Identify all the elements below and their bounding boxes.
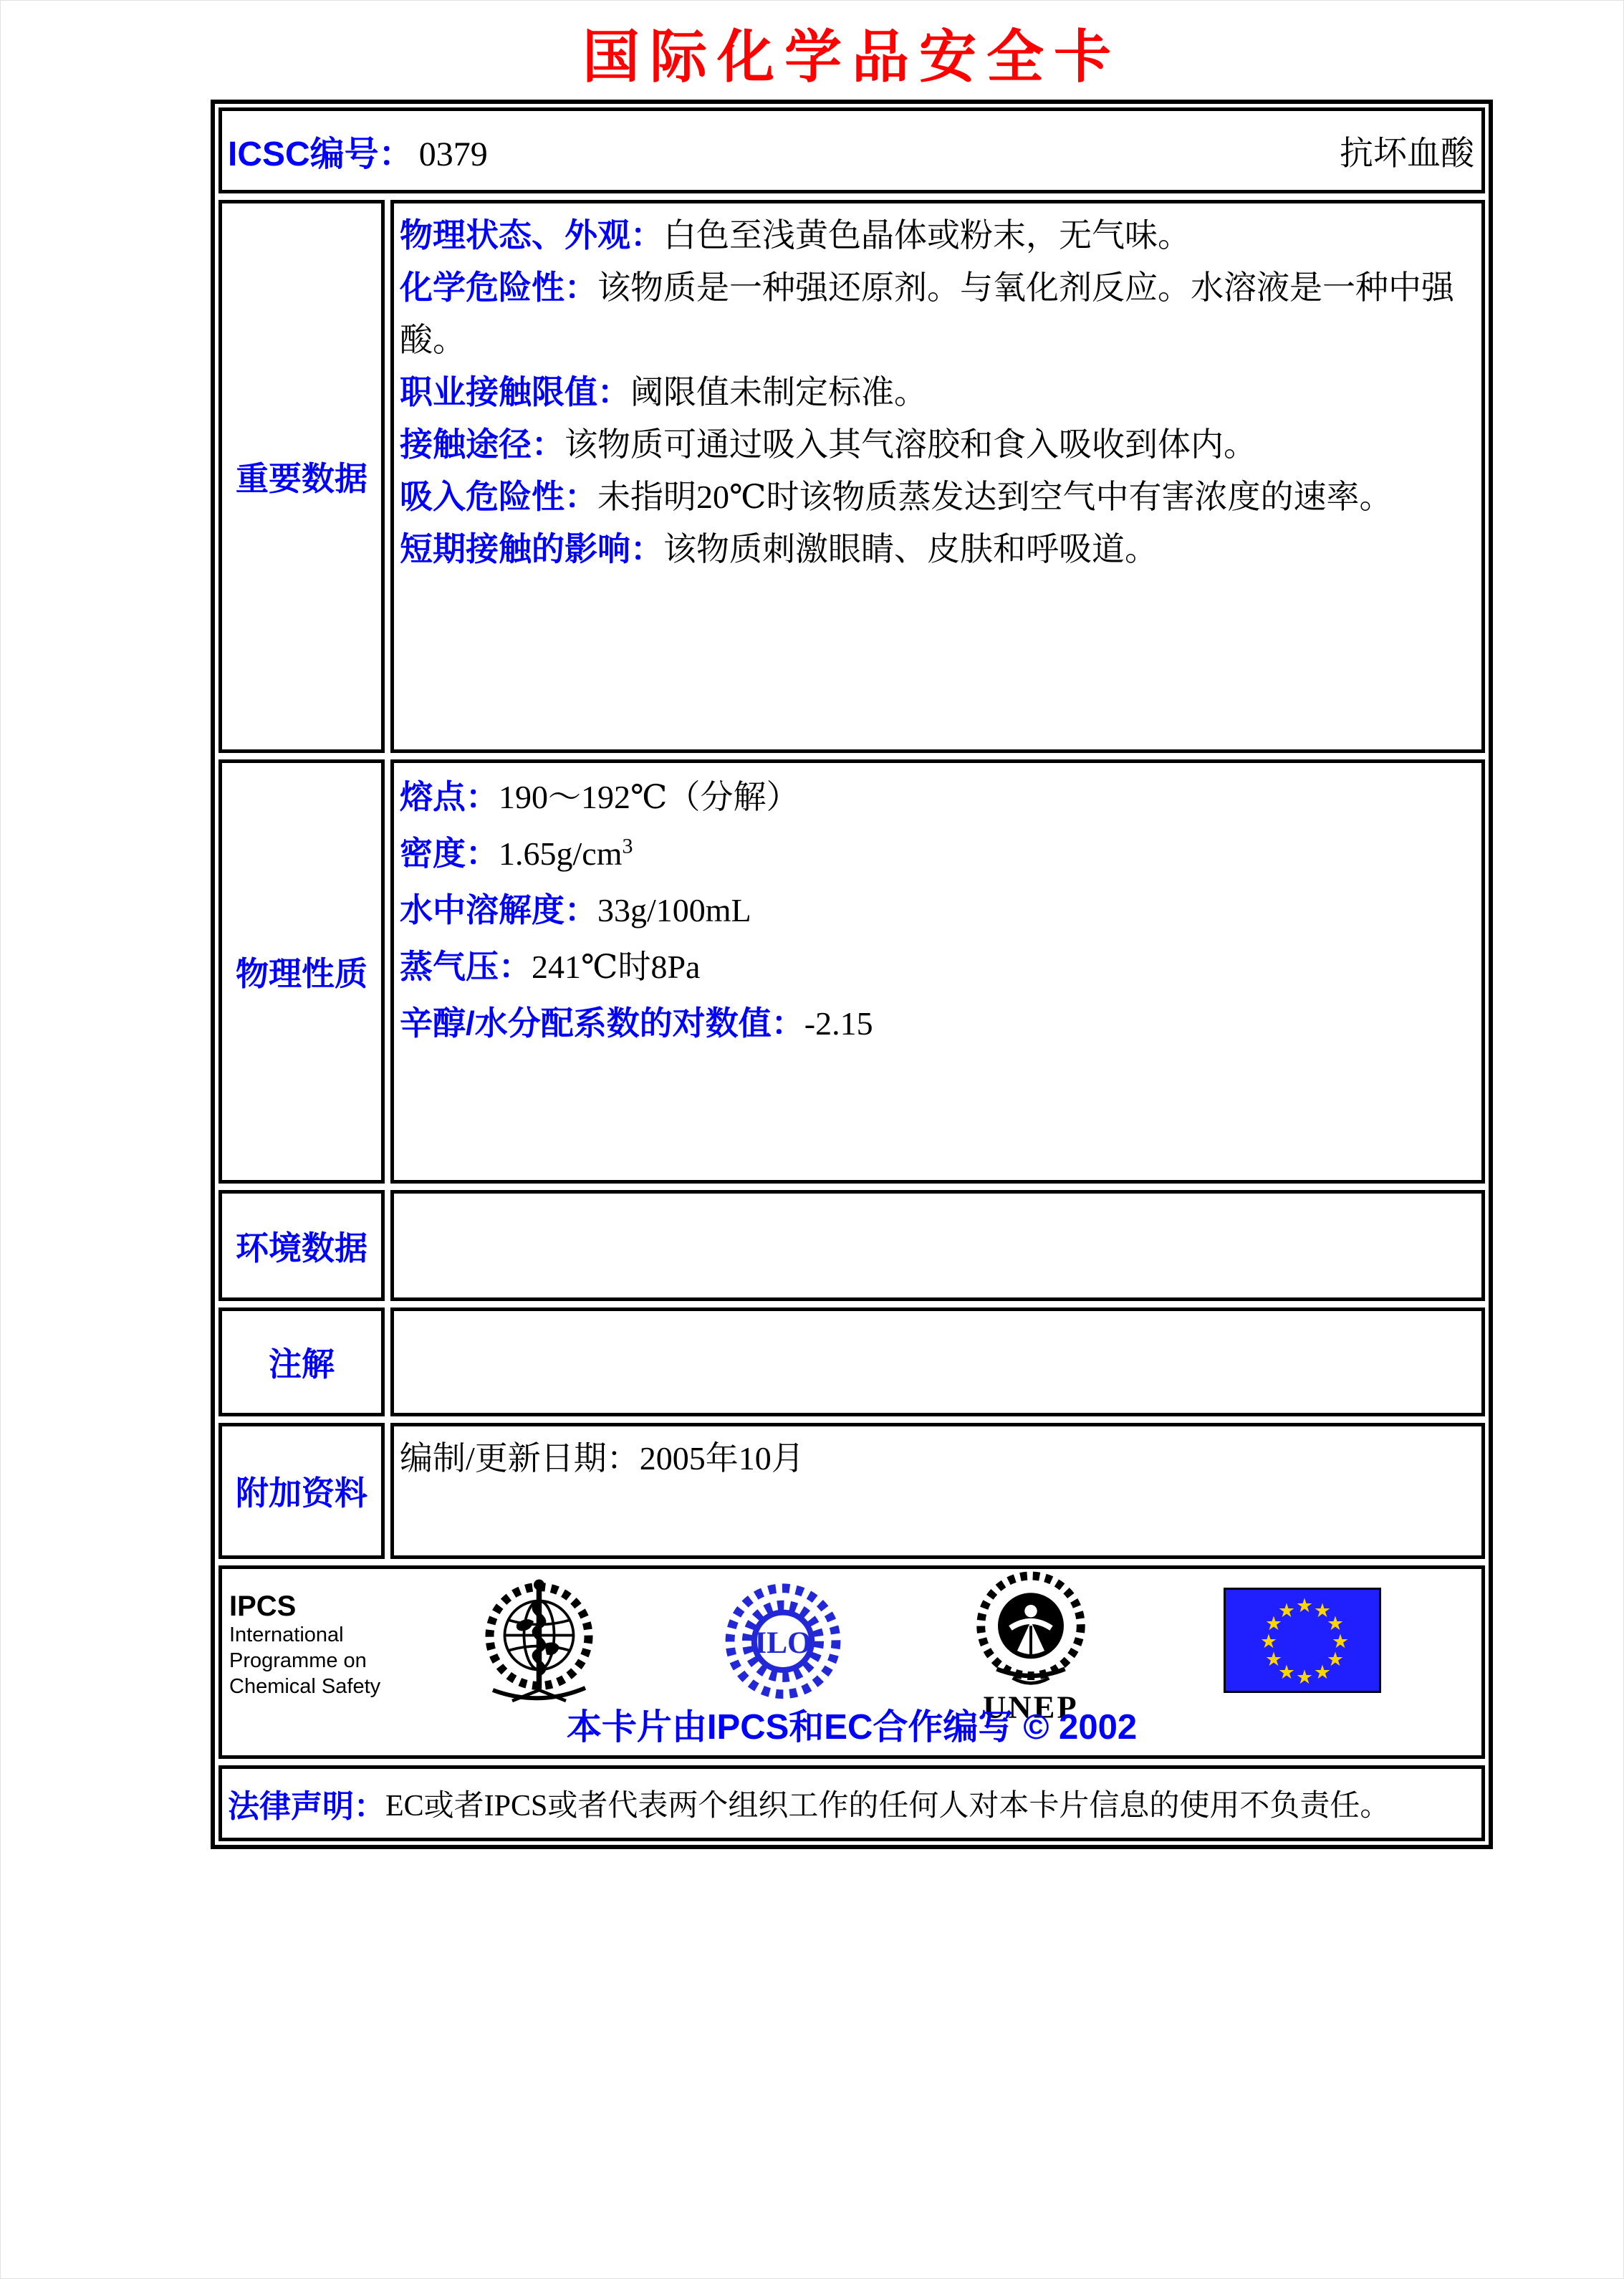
section-label-physical-properties: 物理性质 [236, 955, 367, 992]
section-label-important-data: 重要数据 [236, 460, 367, 497]
legal-cell [218, 1765, 1485, 1841]
eu-star-icon: ★ [1277, 1661, 1296, 1684]
ipcs-line-2: Programme on [229, 1649, 367, 1672]
eu-star-icon: ★ [1313, 1661, 1332, 1684]
ipcs-text-block [229, 1590, 380, 1699]
chemical-name: 抗坏血酸 [1340, 135, 1474, 173]
field-vapor-pressure: 蒸气压：241℃时8Pa [400, 948, 701, 985]
field-update-date: 编制/更新日期：2005年10月 [400, 1440, 804, 1477]
section-label-cell-important-data [218, 200, 385, 753]
field-density: 密度：$1.65g/cm^3$ [400, 834, 633, 872]
field-chemical-danger: 化学危险性：该物质是一种强还原剂。与氧化剂反应。水溶液是一种中强酸。 [400, 269, 1454, 358]
field-water-solubility: 水中溶解度：33g/100mL [400, 891, 751, 929]
eu-star-icon: ★ [1295, 1594, 1314, 1617]
legal-text: EC或者IPCS或者代表两个组织工作的任何人对本卡片信息的使用不负责任。 [385, 1790, 1390, 1823]
unep-letters: UNEP [983, 1689, 1079, 1725]
icsc-number-value: 0379 [418, 135, 488, 173]
eu-star-icon: ★ [1331, 1630, 1350, 1653]
icsc-number-label: ICSC编号： [228, 135, 413, 173]
ipcs-title: IPCS [229, 1590, 297, 1622]
eu-star-icon: ★ [1313, 1599, 1332, 1622]
legal-row [218, 1765, 1485, 1841]
eu-star-icon: ★ [1264, 1648, 1283, 1671]
section-label-environmental-data: 环境数据 [236, 1229, 367, 1267]
important-data-content [390, 200, 1485, 753]
header-cell [218, 107, 1485, 193]
additional-info-content [390, 1423, 1485, 1559]
notes-content [390, 1308, 1485, 1416]
header-row [218, 107, 1485, 193]
section-label-cell-environmental-data [218, 1190, 385, 1301]
ilo-letters: ILO [754, 1625, 812, 1660]
icsc-card [211, 100, 1493, 1849]
page-title: 国际化学品安全卡 [582, 23, 1121, 90]
who-logo-icon [480, 1570, 598, 1709]
section-label-notes: 注解 [269, 1345, 335, 1383]
important-data-row [218, 200, 1485, 753]
ipcs-line-1: International [229, 1623, 344, 1646]
field-exposure-route: 接触途径：该物质可通过吸入其气溶胶和食入吸收到体内。 [400, 426, 1257, 463]
icsc-document [211, 1, 1493, 1849]
ipcs-line-3: Chemical Safety [229, 1675, 381, 1698]
ilo-logo-icon [719, 1579, 847, 1702]
footer-cell [218, 1565, 1485, 1759]
additional-info-row [218, 1423, 1485, 1559]
eu-star-icon: ★ [1259, 1630, 1278, 1653]
eu-star-icon: ★ [1326, 1648, 1345, 1671]
icsc-number-group [228, 126, 488, 176]
section-label-cell-physical-properties [218, 759, 385, 1184]
footer-caption-text: 本卡片由IPCS和EC合作编写 [566, 1708, 1014, 1747]
eu-star-icon: ★ [1264, 1612, 1283, 1635]
footer-caption [222, 1699, 1481, 1750]
environmental-data-row [218, 1190, 1485, 1301]
physical-properties-content [390, 759, 1485, 1184]
section-label-cell-notes [218, 1308, 385, 1416]
section-label-cell-additional-info [218, 1423, 385, 1559]
footer-copyright: © 2002 [1023, 1708, 1138, 1747]
notes-row [218, 1308, 1485, 1416]
field-partition-coefficient: 辛醇/水分配系数的对数值：-2.15 [400, 1004, 873, 1042]
field-inhalation-risk: 吸入危险性：未指明20℃时该物质蒸发达到空气中有害浓度的速率。 [400, 478, 1393, 515]
eu-flag-icon [1224, 1588, 1381, 1693]
field-melting-point: 熔点：190～192℃（分解） [400, 778, 799, 815]
section-label-additional-info: 附加资料 [236, 1474, 367, 1512]
field-physical-state: 物理状态、外观：白色至浅黄色晶体或粉末，无气味。 [400, 216, 1191, 254]
field-exposure-limit: 职业接触限值：阈限值未制定标准。 [400, 373, 927, 411]
eu-star-icon: ★ [1295, 1666, 1314, 1689]
eu-star-icon: ★ [1326, 1612, 1345, 1635]
legal-label: 法律声明： [228, 1789, 385, 1824]
field-short-term-effects: 短期接触的影响：该物质刺激眼睛、皮肤和呼吸道。 [400, 530, 1158, 567]
physical-properties-row [218, 759, 1485, 1184]
eu-star-icon: ★ [1277, 1599, 1296, 1622]
environmental-data-content [390, 1190, 1485, 1301]
footer-row [218, 1565, 1485, 1759]
